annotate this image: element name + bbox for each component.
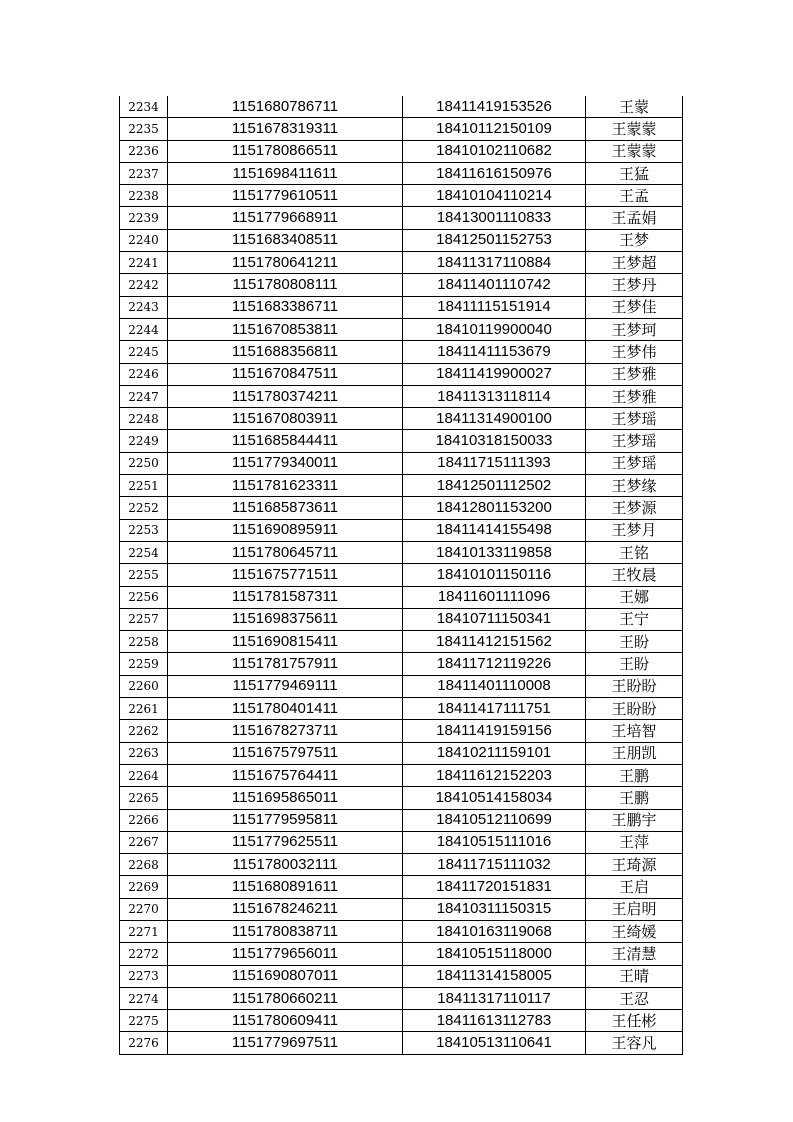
name-cell: 王绮媛 bbox=[586, 920, 683, 942]
id-a-cell: 1151780838711 bbox=[168, 920, 403, 942]
id-b-cell: 18411317110884 bbox=[403, 252, 586, 274]
id-a-cell: 1151781623311 bbox=[168, 475, 403, 497]
row-number-cell: 2274 bbox=[120, 987, 168, 1009]
id-a-cell: 1151780866511 bbox=[168, 140, 403, 162]
table-row bbox=[120, 608, 683, 630]
row-number-cell: 2255 bbox=[120, 564, 168, 586]
name-cell: 王盼 bbox=[586, 653, 683, 675]
id-a-cell: 1151685873611 bbox=[168, 497, 403, 519]
name-cell: 王梦雅 bbox=[586, 363, 683, 385]
id-b-cell: 18412501152753 bbox=[403, 229, 586, 251]
row-number-cell: 2246 bbox=[120, 363, 168, 385]
roster-table bbox=[119, 96, 683, 1055]
id-b-cell: 18411712119226 bbox=[403, 653, 586, 675]
row-number-cell: 2253 bbox=[120, 519, 168, 541]
id-b-cell: 18412501112502 bbox=[403, 475, 586, 497]
table-row bbox=[120, 185, 683, 207]
id-b-cell: 18411401110008 bbox=[403, 675, 586, 697]
id-b-cell: 18411115151914 bbox=[403, 296, 586, 318]
row-number-cell: 2262 bbox=[120, 720, 168, 742]
id-b-cell: 18411414155498 bbox=[403, 519, 586, 541]
id-b-cell: 18411419153526 bbox=[403, 96, 586, 118]
name-cell: 王琦源 bbox=[586, 854, 683, 876]
id-a-cell: 1151780032111 bbox=[168, 854, 403, 876]
row-number-cell: 2271 bbox=[120, 920, 168, 942]
table-row bbox=[120, 898, 683, 920]
id-a-cell: 1151680891611 bbox=[168, 876, 403, 898]
id-a-cell: 1151698375611 bbox=[168, 608, 403, 630]
name-cell: 王鹏 bbox=[586, 787, 683, 809]
table-row bbox=[120, 698, 683, 720]
id-b-cell: 18411419159156 bbox=[403, 720, 586, 742]
row-number-cell: 2275 bbox=[120, 1010, 168, 1032]
name-cell: 王梦缘 bbox=[586, 475, 683, 497]
id-a-cell: 1151670803911 bbox=[168, 408, 403, 430]
id-a-cell: 1151779697511 bbox=[168, 1032, 403, 1054]
id-a-cell: 1151690895911 bbox=[168, 519, 403, 541]
id-a-cell: 1151779595811 bbox=[168, 809, 403, 831]
id-a-cell: 1151690815411 bbox=[168, 631, 403, 653]
name-cell: 王梦珂 bbox=[586, 318, 683, 340]
name-cell: 王培智 bbox=[586, 720, 683, 742]
id-b-cell: 18411314900100 bbox=[403, 408, 586, 430]
id-a-cell: 1151675764411 bbox=[168, 764, 403, 786]
id-a-cell: 1151779610511 bbox=[168, 185, 403, 207]
id-b-cell: 18411613112783 bbox=[403, 1010, 586, 1032]
table-row bbox=[120, 318, 683, 340]
id-a-cell: 1151779625511 bbox=[168, 831, 403, 853]
row-number-cell: 2251 bbox=[120, 475, 168, 497]
table-row bbox=[120, 341, 683, 363]
name-cell: 王孟 bbox=[586, 185, 683, 207]
row-number-cell: 2245 bbox=[120, 341, 168, 363]
row-number-cell: 2254 bbox=[120, 541, 168, 563]
row-number-cell: 2267 bbox=[120, 831, 168, 853]
id-a-cell: 1151678246211 bbox=[168, 898, 403, 920]
name-cell: 王梦瑶 bbox=[586, 430, 683, 452]
name-cell: 王蒙 bbox=[586, 96, 683, 118]
id-a-cell: 1151675771511 bbox=[168, 564, 403, 586]
id-b-cell: 18410119900040 bbox=[403, 318, 586, 340]
name-cell: 王蒙蒙 bbox=[586, 140, 683, 162]
name-cell: 王晴 bbox=[586, 965, 683, 987]
name-cell: 王孟娟 bbox=[586, 207, 683, 229]
id-b-cell: 18410513110641 bbox=[403, 1032, 586, 1054]
row-number-cell: 2236 bbox=[120, 140, 168, 162]
name-cell: 王盼盼 bbox=[586, 675, 683, 697]
row-number-cell: 2242 bbox=[120, 274, 168, 296]
table-row bbox=[120, 229, 683, 251]
id-b-cell: 18412801153200 bbox=[403, 497, 586, 519]
id-b-cell: 18411601111096 bbox=[403, 586, 586, 608]
name-cell: 王宁 bbox=[586, 608, 683, 630]
name-cell: 王盼盼 bbox=[586, 698, 683, 720]
row-number-cell: 2256 bbox=[120, 586, 168, 608]
id-b-cell: 18411715111393 bbox=[403, 452, 586, 474]
table-row bbox=[120, 1010, 683, 1032]
table-row bbox=[120, 252, 683, 274]
row-number-cell: 2247 bbox=[120, 385, 168, 407]
name-cell: 王盼 bbox=[586, 631, 683, 653]
id-a-cell: 1151678319311 bbox=[168, 118, 403, 140]
row-number-cell: 2265 bbox=[120, 787, 168, 809]
id-b-cell: 18410163119068 bbox=[403, 920, 586, 942]
name-cell: 王梦瑶 bbox=[586, 452, 683, 474]
table-row bbox=[120, 876, 683, 898]
id-b-cell: 18410112150109 bbox=[403, 118, 586, 140]
id-a-cell: 1151683408511 bbox=[168, 229, 403, 251]
row-number-cell: 2235 bbox=[120, 118, 168, 140]
name-cell: 王容凡 bbox=[586, 1032, 683, 1054]
name-cell: 王梦雅 bbox=[586, 385, 683, 407]
row-number-cell: 2258 bbox=[120, 631, 168, 653]
name-cell: 王梦丹 bbox=[586, 274, 683, 296]
id-b-cell: 18411317110117 bbox=[403, 987, 586, 1009]
id-b-cell: 18411417111751 bbox=[403, 698, 586, 720]
row-number-cell: 2241 bbox=[120, 252, 168, 274]
id-a-cell: 1151779656011 bbox=[168, 943, 403, 965]
id-a-cell: 1151695865011 bbox=[168, 787, 403, 809]
name-cell: 王梦瑶 bbox=[586, 408, 683, 430]
id-b-cell: 18410101150116 bbox=[403, 564, 586, 586]
table-row bbox=[120, 207, 683, 229]
table-row bbox=[120, 631, 683, 653]
row-number-cell: 2234 bbox=[120, 96, 168, 118]
name-cell: 王朋凯 bbox=[586, 742, 683, 764]
table-row bbox=[120, 653, 683, 675]
id-a-cell: 1151780401411 bbox=[168, 698, 403, 720]
table-row bbox=[120, 586, 683, 608]
name-cell: 王牧晨 bbox=[586, 564, 683, 586]
id-a-cell: 1151670847511 bbox=[168, 363, 403, 385]
id-a-cell: 1151781587311 bbox=[168, 586, 403, 608]
table-row bbox=[120, 675, 683, 697]
table-row bbox=[120, 987, 683, 1009]
table-row bbox=[120, 162, 683, 184]
table-row bbox=[120, 1032, 683, 1054]
name-cell: 王萍 bbox=[586, 831, 683, 853]
table-row bbox=[120, 452, 683, 474]
name-cell: 王梦源 bbox=[586, 497, 683, 519]
name-cell: 王铭 bbox=[586, 541, 683, 563]
id-a-cell: 1151780641211 bbox=[168, 252, 403, 274]
table-row bbox=[120, 96, 683, 118]
table-row bbox=[120, 363, 683, 385]
id-b-cell: 18411612152203 bbox=[403, 764, 586, 786]
id-b-cell: 18411411153679 bbox=[403, 341, 586, 363]
row-number-cell: 2243 bbox=[120, 296, 168, 318]
name-cell: 王猛 bbox=[586, 162, 683, 184]
id-a-cell: 1151781757911 bbox=[168, 653, 403, 675]
roster-table-body bbox=[120, 96, 683, 1054]
table-row bbox=[120, 854, 683, 876]
row-number-cell: 2261 bbox=[120, 698, 168, 720]
id-a-cell: 1151779469111 bbox=[168, 675, 403, 697]
table-row bbox=[120, 920, 683, 942]
id-a-cell: 1151675797511 bbox=[168, 742, 403, 764]
row-number-cell: 2260 bbox=[120, 675, 168, 697]
table-row bbox=[120, 965, 683, 987]
name-cell: 王梦 bbox=[586, 229, 683, 251]
row-number-cell: 2248 bbox=[120, 408, 168, 430]
table-row bbox=[120, 296, 683, 318]
table-row bbox=[120, 408, 683, 430]
table-row bbox=[120, 831, 683, 853]
id-a-cell: 1151780645711 bbox=[168, 541, 403, 563]
row-number-cell: 2238 bbox=[120, 185, 168, 207]
table-row bbox=[120, 274, 683, 296]
name-cell: 王梦超 bbox=[586, 252, 683, 274]
name-cell: 王梦佳 bbox=[586, 296, 683, 318]
id-b-cell: 18410515118000 bbox=[403, 943, 586, 965]
row-number-cell: 2266 bbox=[120, 809, 168, 831]
name-cell: 王忍 bbox=[586, 987, 683, 1009]
id-b-cell: 18411419900027 bbox=[403, 363, 586, 385]
row-number-cell: 2239 bbox=[120, 207, 168, 229]
name-cell: 王梦伟 bbox=[586, 341, 683, 363]
id-b-cell: 18413001110833 bbox=[403, 207, 586, 229]
id-b-cell: 18410133119858 bbox=[403, 541, 586, 563]
table-row bbox=[120, 541, 683, 563]
row-number-cell: 2252 bbox=[120, 497, 168, 519]
table-row bbox=[120, 764, 683, 786]
id-b-cell: 18411616150976 bbox=[403, 162, 586, 184]
id-b-cell: 18410512110699 bbox=[403, 809, 586, 831]
table-row bbox=[120, 385, 683, 407]
id-b-cell: 18410311150315 bbox=[403, 898, 586, 920]
row-number-cell: 2244 bbox=[120, 318, 168, 340]
id-a-cell: 1151680786711 bbox=[168, 96, 403, 118]
name-cell: 王清慧 bbox=[586, 943, 683, 965]
id-b-cell: 18410515111016 bbox=[403, 831, 586, 853]
id-b-cell: 18410104110214 bbox=[403, 185, 586, 207]
row-number-cell: 2249 bbox=[120, 430, 168, 452]
id-a-cell: 1151670853811 bbox=[168, 318, 403, 340]
name-cell: 王蒙蒙 bbox=[586, 118, 683, 140]
row-number-cell: 2257 bbox=[120, 608, 168, 630]
name-cell: 王启明 bbox=[586, 898, 683, 920]
id-b-cell: 18411720151831 bbox=[403, 876, 586, 898]
row-number-cell: 2269 bbox=[120, 876, 168, 898]
id-b-cell: 18410711150341 bbox=[403, 608, 586, 630]
table-row bbox=[120, 519, 683, 541]
id-a-cell: 1151780808111 bbox=[168, 274, 403, 296]
id-a-cell: 1151698411611 bbox=[168, 162, 403, 184]
table-row bbox=[120, 809, 683, 831]
id-a-cell: 1151779668911 bbox=[168, 207, 403, 229]
id-a-cell: 1151690807011 bbox=[168, 965, 403, 987]
table-row bbox=[120, 787, 683, 809]
row-number-cell: 2272 bbox=[120, 943, 168, 965]
id-a-cell: 1151678273711 bbox=[168, 720, 403, 742]
id-a-cell: 1151780660211 bbox=[168, 987, 403, 1009]
row-number-cell: 2264 bbox=[120, 764, 168, 786]
id-a-cell: 1151683386711 bbox=[168, 296, 403, 318]
id-b-cell: 18411313118114 bbox=[403, 385, 586, 407]
name-cell: 王鹏 bbox=[586, 764, 683, 786]
table-row bbox=[120, 430, 683, 452]
table-row bbox=[120, 497, 683, 519]
row-number-cell: 2273 bbox=[120, 965, 168, 987]
id-a-cell: 1151779340011 bbox=[168, 452, 403, 474]
table-row bbox=[120, 742, 683, 764]
name-cell: 王鹏宇 bbox=[586, 809, 683, 831]
id-b-cell: 18411314158005 bbox=[403, 965, 586, 987]
row-number-cell: 2259 bbox=[120, 653, 168, 675]
id-b-cell: 18410514158034 bbox=[403, 787, 586, 809]
row-number-cell: 2268 bbox=[120, 854, 168, 876]
id-b-cell: 18411412151562 bbox=[403, 631, 586, 653]
id-a-cell: 1151780374211 bbox=[168, 385, 403, 407]
row-number-cell: 2270 bbox=[120, 898, 168, 920]
name-cell: 王梦月 bbox=[586, 519, 683, 541]
id-b-cell: 18410318150033 bbox=[403, 430, 586, 452]
name-cell: 王任彬 bbox=[586, 1010, 683, 1032]
row-number-cell: 2263 bbox=[120, 742, 168, 764]
row-number-cell: 2240 bbox=[120, 229, 168, 251]
table-row bbox=[120, 140, 683, 162]
row-number-cell: 2276 bbox=[120, 1032, 168, 1054]
row-number-cell: 2237 bbox=[120, 162, 168, 184]
id-b-cell: 18410211159101 bbox=[403, 742, 586, 764]
name-cell: 王启 bbox=[586, 876, 683, 898]
table-row bbox=[120, 564, 683, 586]
id-b-cell: 18410102110682 bbox=[403, 140, 586, 162]
row-number-cell: 2250 bbox=[120, 452, 168, 474]
name-cell: 王娜 bbox=[586, 586, 683, 608]
id-b-cell: 18411715111032 bbox=[403, 854, 586, 876]
table-row bbox=[120, 118, 683, 140]
id-a-cell: 1151780609411 bbox=[168, 1010, 403, 1032]
id-a-cell: 1151688356811 bbox=[168, 341, 403, 363]
table-row bbox=[120, 475, 683, 497]
id-a-cell: 1151685844411 bbox=[168, 430, 403, 452]
table-row bbox=[120, 943, 683, 965]
id-b-cell: 18411401110742 bbox=[403, 274, 586, 296]
table-row bbox=[120, 720, 683, 742]
